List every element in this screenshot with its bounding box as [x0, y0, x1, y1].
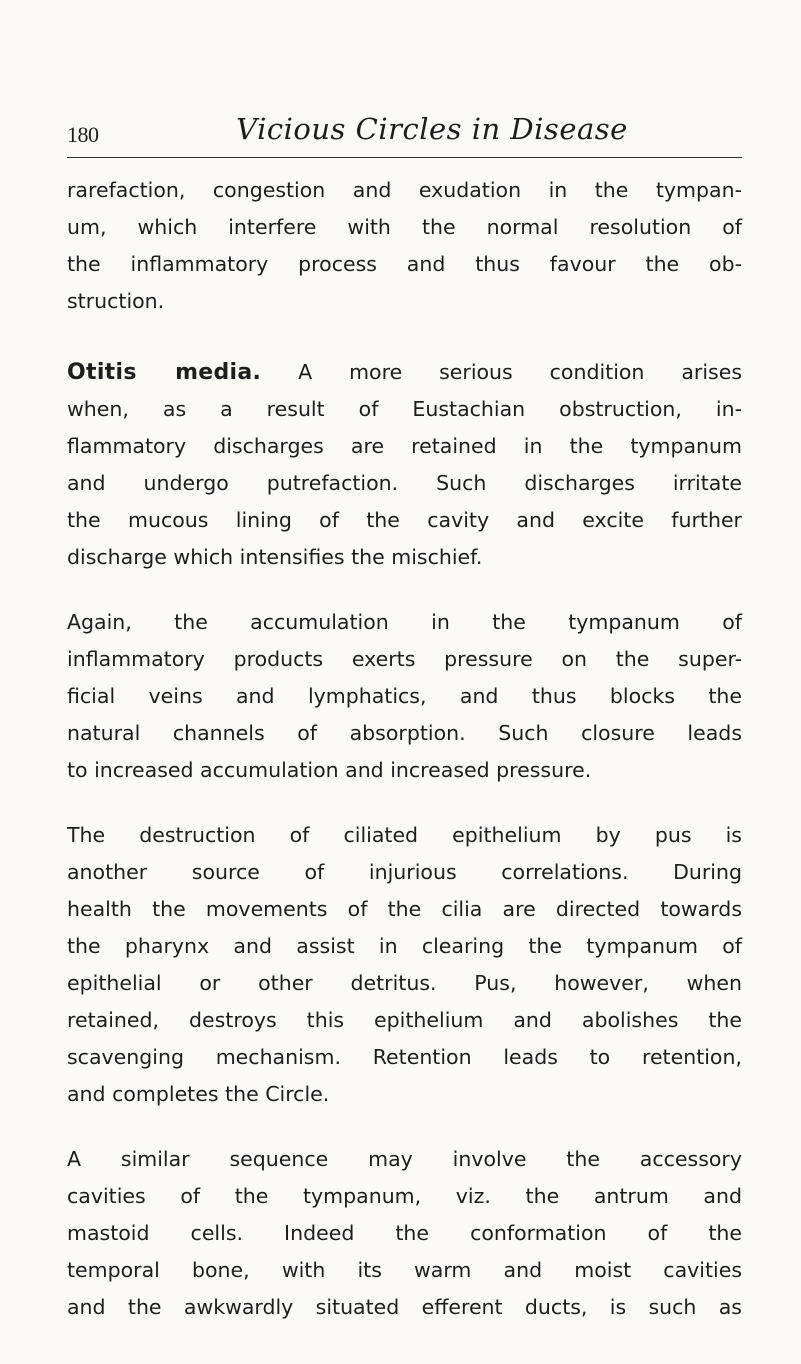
text-line [67, 354, 742, 391]
paragraph-3 [67, 604, 742, 789]
paragraph-2 [67, 354, 742, 576]
text-line: Again, the accumulation in the tympanum of [67, 610, 742, 634]
text-line: temporal bone, with its warm and moist cavities [67, 1258, 742, 1282]
text-line: struction. [67, 289, 165, 313]
text-line: the mucous lining of the cavity and excite further [67, 508, 742, 532]
text-line: flammatory discharges are retained in the tympanum [67, 434, 742, 458]
text-line: and undergo putrefaction. Such discharges irritate [67, 471, 742, 495]
header-rule [67, 157, 742, 158]
text-line: epithelial or other detritus. Pus, however, when [67, 971, 742, 995]
text-line: um, which interfere with the normal resolution of [67, 215, 742, 239]
text-line: natural channels of absorption. Such closure leads [67, 721, 742, 745]
text-line: The destruction of ciliated epithelium by pus is [67, 823, 742, 847]
section-heading: Otitis media. [67, 360, 262, 385]
text-line: the inflammatory process and thus favour the ob- [67, 252, 742, 276]
text-line: A similar sequence may involve the accessory [67, 1147, 742, 1171]
text-line: rarefaction, congestion and exudation in the tympan- [67, 178, 742, 202]
page-number: 180 [67, 122, 99, 147]
paragraph-1 [67, 172, 742, 320]
text-line: another source of injurious correlations. During [67, 860, 742, 884]
text-line: to increased accumulation and increased pressure. [67, 758, 592, 782]
paragraph-5 [67, 1141, 742, 1326]
text-line: when, as a result of Eustachian obstruction, in- [67, 397, 742, 421]
text-line: and completes the Circle. [67, 1082, 330, 1106]
text-line: ficial veins and lymphatics, and thus blocks the [67, 684, 742, 708]
page-body [67, 172, 742, 1326]
text-line: cavities of the tympanum, viz. the antrum and [67, 1184, 742, 1208]
running-head: Vicious Circles in Disease [236, 112, 628, 146]
paragraph-4 [67, 817, 742, 1113]
text-line: discharge which intensifies the mischief. [67, 545, 483, 569]
text-line: inflammatory products exerts pressure on the super- [67, 647, 742, 671]
page-header [67, 112, 742, 158]
text-run: A more serious condition arises [298, 360, 742, 384]
text-line: mastoid cells. Indeed the conformation of the [67, 1221, 742, 1245]
text-line: health the movements of the cilia are directed towards [67, 897, 742, 921]
text-line: scavenging mechanism. Retention leads to retention, [67, 1045, 742, 1069]
text-line: retained, destroys this epithelium and abolishes the [67, 1008, 742, 1032]
text-line: and the awkwardly situated efferent ducts, is such as [67, 1295, 742, 1319]
text-line: the pharynx and assist in clearing the tympanum of [67, 934, 742, 958]
